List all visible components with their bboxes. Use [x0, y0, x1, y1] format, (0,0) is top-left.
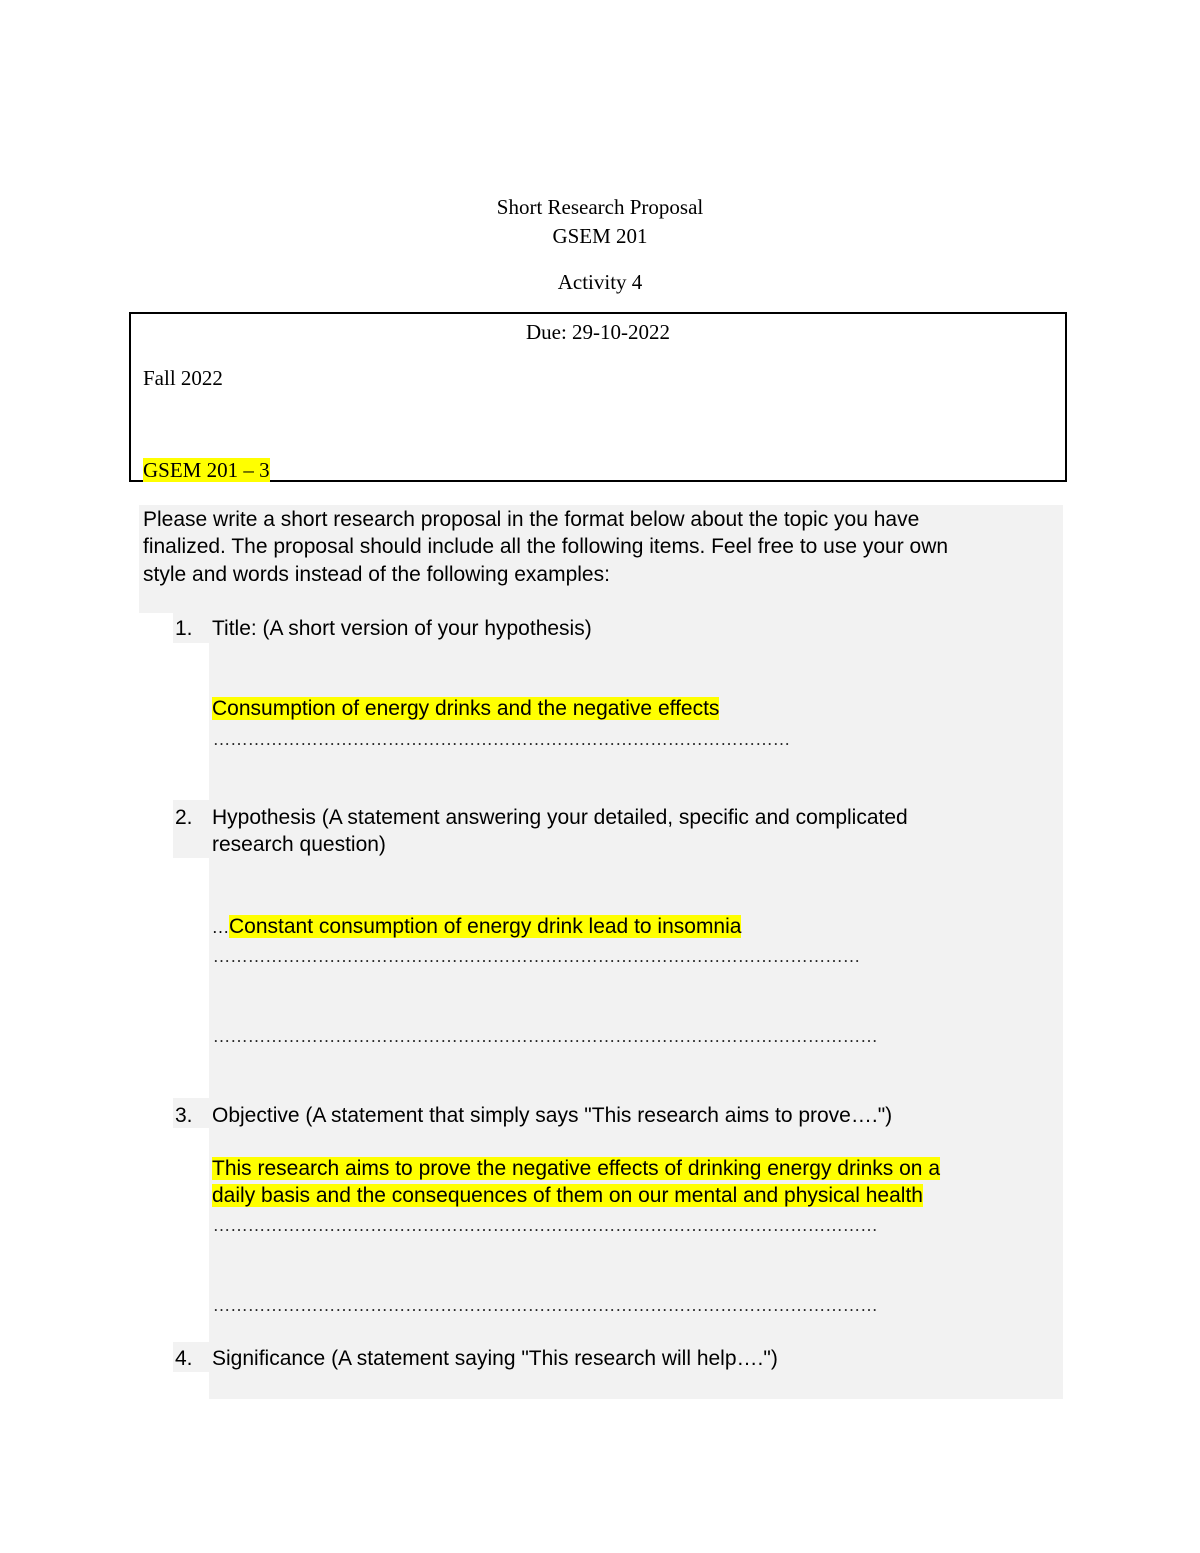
intro-line-1: Please write a short research proposal in the format below about the topic you have: [143, 508, 920, 531]
item2-shading: [209, 858, 1063, 1098]
item-2-answer: [212, 913, 741, 941]
item-2-dots-2: ……………………………………………………………………………………………………: [213, 1027, 878, 1046]
item-2-number: 2.: [175, 806, 193, 829]
item-2-label-line-1: Hypothesis (A statement answering your detailed, specific and complicated: [212, 806, 908, 829]
intro-line-2: finalized. The proposal should include all the following items. Feel free to use your own: [143, 535, 949, 558]
item-2-dots-1: …………………………………………………………………………………………………: [213, 947, 861, 966]
item-1-label: Title: (A short version of your hypothesis): [212, 617, 592, 640]
item-3-answer-line-1: [212, 1155, 940, 1182]
item4-shading: [209, 1372, 1063, 1399]
activity-label: Activity 4: [557, 270, 643, 294]
intro-line-3: style and words instead of the following examples:: [143, 563, 610, 586]
item-3-dots-2: ……………………………………………………………………………………………………: [213, 1296, 878, 1315]
item-3-label: Objective (A statement that simply says "This research aims to prove…."): [212, 1104, 893, 1127]
due-date: Due: 29-10-2022: [525, 320, 671, 344]
section-label: [143, 458, 270, 483]
item-3-number: 3.: [175, 1104, 193, 1127]
document-title: Short Research Proposal: [496, 195, 704, 219]
item-2-label-line-2: research question): [212, 833, 386, 856]
item-3-answer-line-1-highlight: This research aims to prove the negative effects of drinking energy drinks on a: [212, 1157, 940, 1180]
item-1-answer-highlight: Consumption of energy drinks and the negative effects: [212, 697, 720, 720]
item-3-answer-line-2-highlight: daily basis and the consequences of them on our mental and physical health: [212, 1184, 923, 1207]
item-1-answer: [212, 695, 719, 722]
item-1-dots: ………………………………………………………………………………………: [213, 730, 791, 749]
item-2-answer-prefix: …: [212, 918, 229, 937]
item-3-answer-line-2: [212, 1182, 923, 1209]
term-label: Fall 2022: [143, 366, 223, 390]
item-2-answer-highlight: Constant consumption of energy drink lead to insomnia: [229, 915, 742, 938]
item-1-number: 1.: [175, 617, 193, 640]
info-box: [129, 312, 1067, 482]
item-4-label: Significance (A statement saying "This research will help…."): [212, 1347, 778, 1370]
item-3-dots-1: ……………………………………………………………………………………………………: [213, 1216, 878, 1235]
item-4-number: 4.: [175, 1347, 193, 1370]
course-code: GSEM 201: [552, 224, 648, 248]
section-highlight: GSEM 201 – 3: [143, 458, 270, 482]
